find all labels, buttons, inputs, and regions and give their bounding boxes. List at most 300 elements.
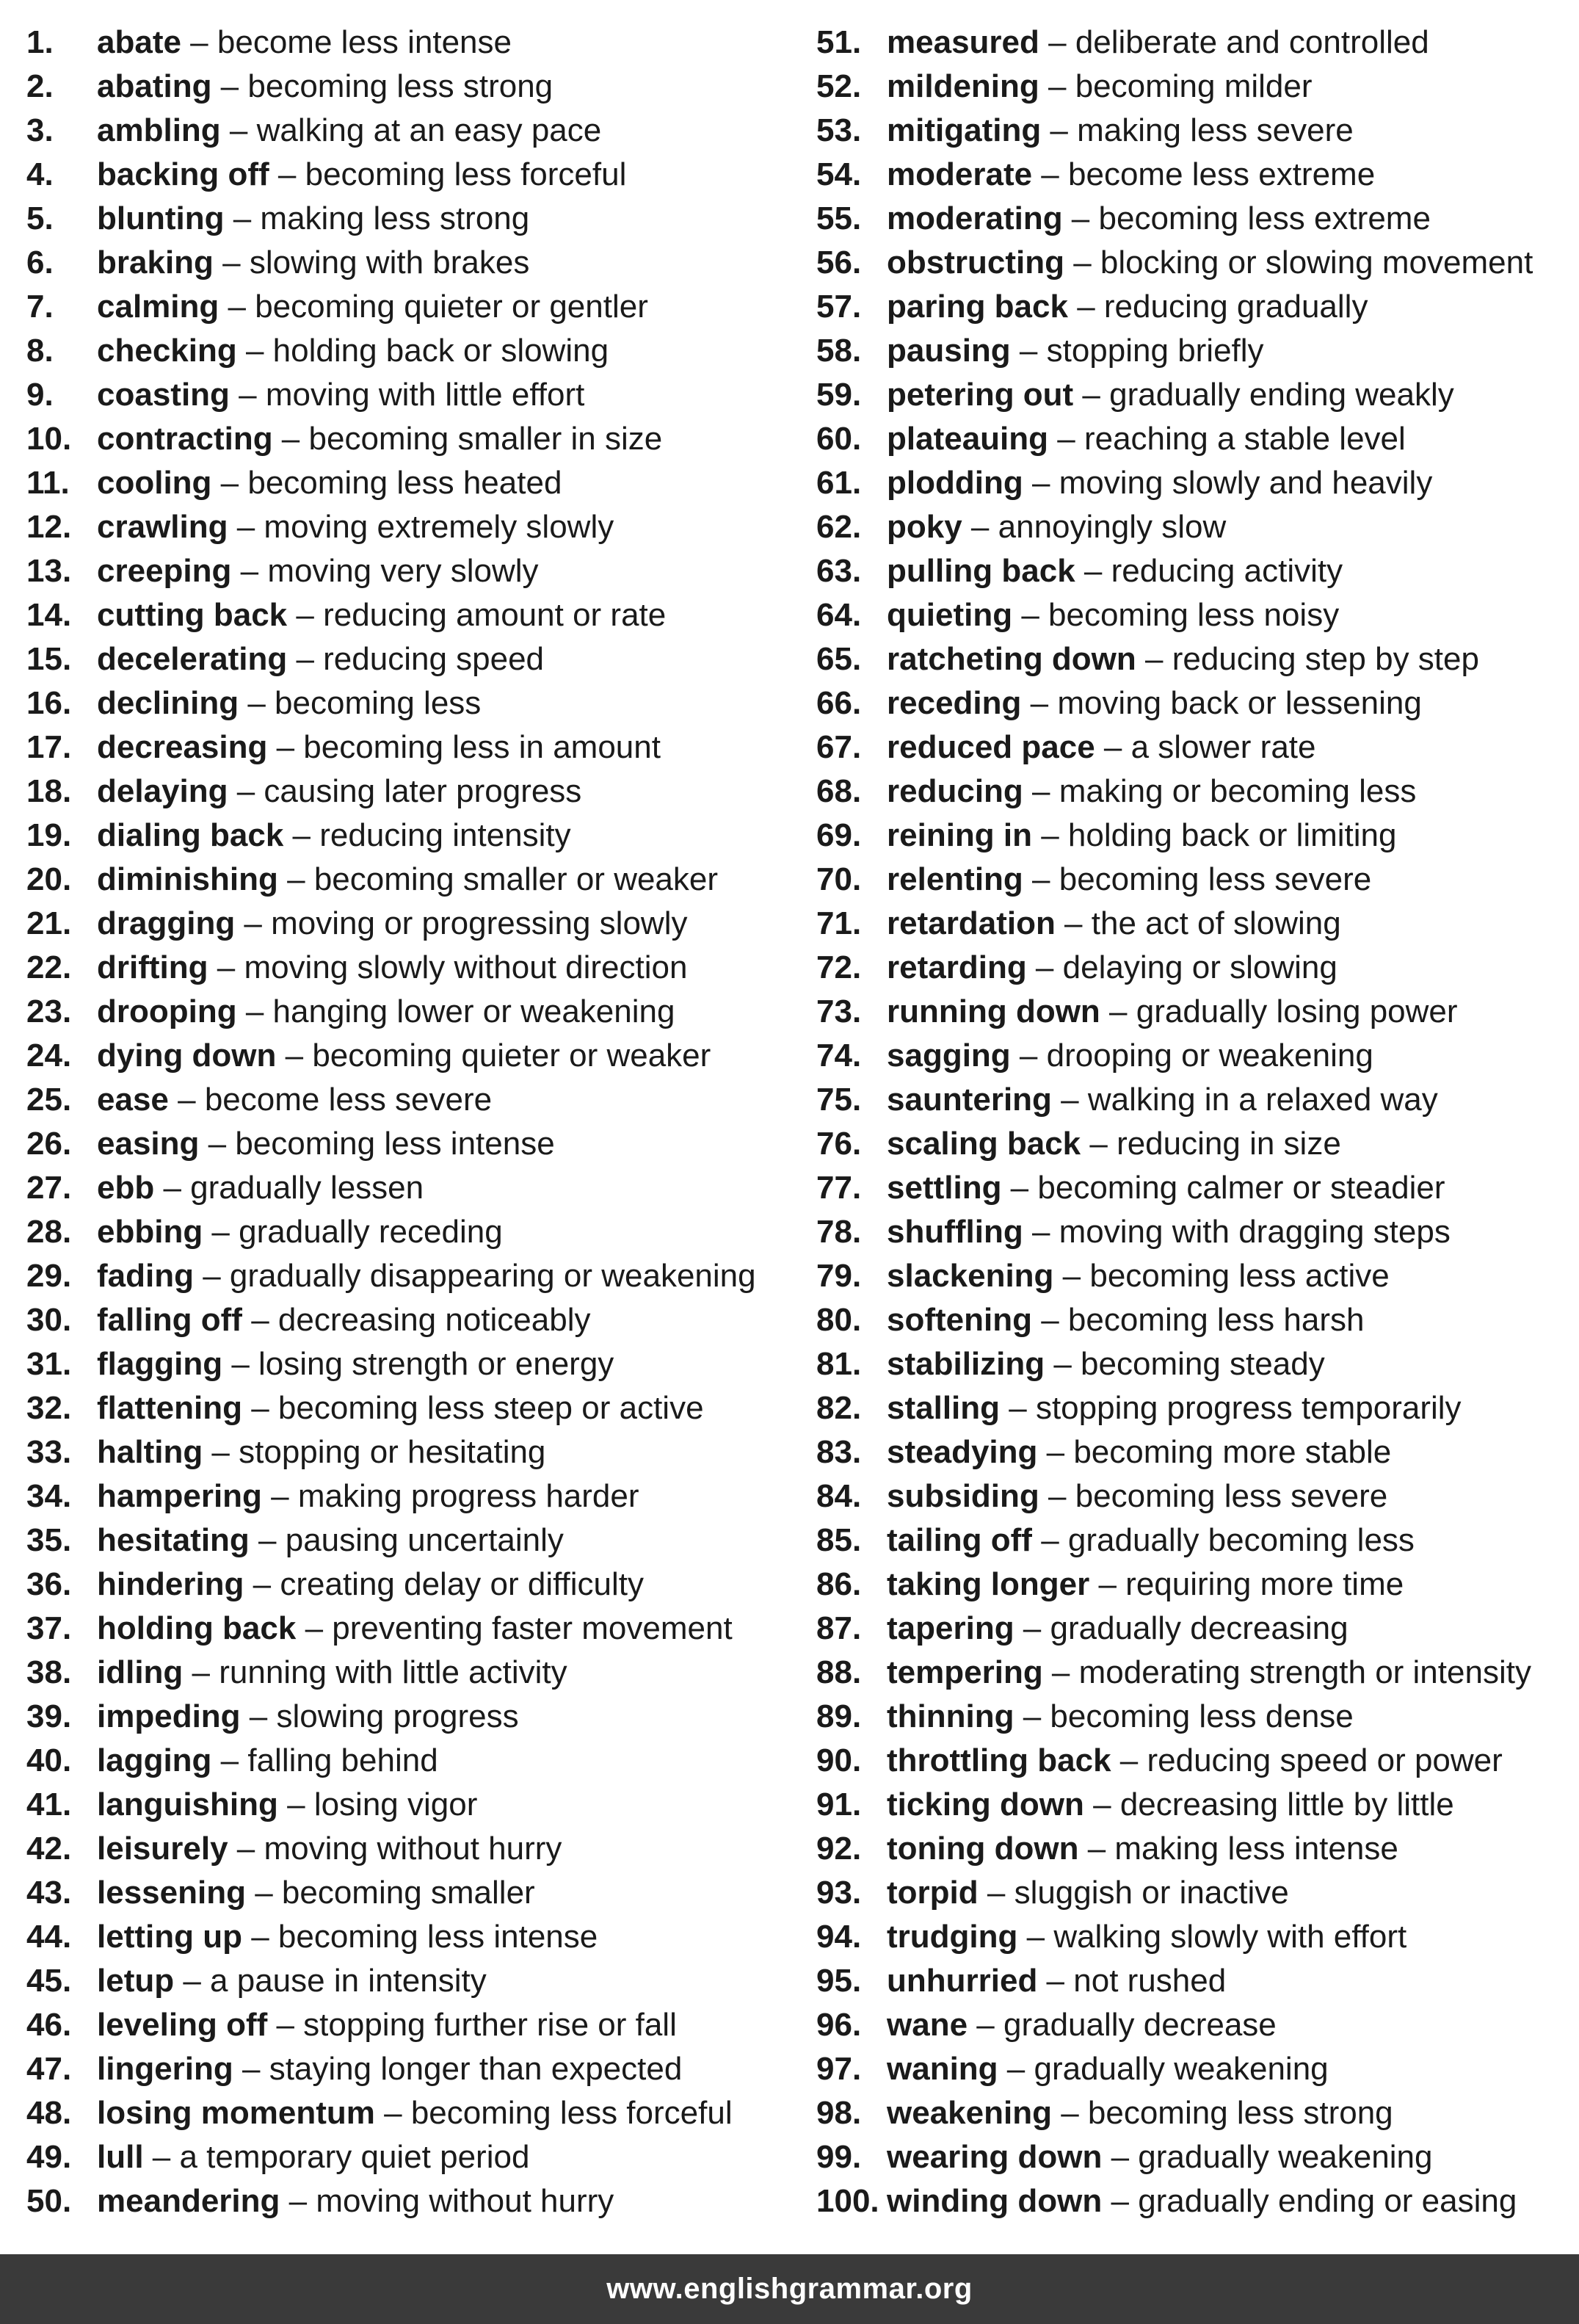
item-separator: – — [1032, 817, 1068, 853]
word-list — [0, 21, 1579, 2223]
item-text — [97, 1739, 438, 1783]
list-item — [816, 1430, 1572, 1474]
item-text — [887, 2003, 1277, 2047]
list-item — [26, 946, 790, 990]
item-word: toning down — [887, 1831, 1079, 1867]
item-number: 90. — [816, 1742, 862, 1778]
item-definition: gradually decrease — [1003, 2007, 1277, 2043]
item-number: 65. — [816, 641, 862, 677]
item-text — [887, 1342, 1325, 1386]
item-separator: – — [233, 2051, 269, 2087]
item-definition: moving or progressing slowly — [271, 905, 688, 941]
list-item — [26, 1651, 790, 1695]
item-definition: gradually receding — [239, 1214, 503, 1250]
item-text — [887, 1122, 1341, 1166]
item-separator: – — [1064, 245, 1100, 280]
item-separator: – — [1081, 1126, 1117, 1162]
item-text — [887, 109, 1354, 153]
item-separator: – — [1017, 1919, 1054, 1955]
item-definition: becoming less strong — [1087, 2095, 1393, 2131]
item-word: flattening — [97, 1390, 242, 1426]
item-separator: – — [203, 1434, 239, 1470]
item-definition: decreasing little by little — [1119, 1787, 1454, 1822]
word-list-left-column — [26, 21, 790, 2223]
list-item — [816, 2179, 1572, 2223]
item-text — [887, 946, 1337, 990]
list-item — [816, 1827, 1572, 1871]
item-word: languishing — [97, 1787, 278, 1822]
item-text — [887, 2047, 1329, 2091]
list-item — [26, 1386, 790, 1430]
item-separator: – — [1026, 949, 1063, 985]
list-item — [816, 990, 1572, 1034]
item-definition: reducing gradually — [1103, 289, 1368, 325]
item-separator: – — [1111, 1742, 1147, 1778]
item-separator: – — [1055, 905, 1092, 941]
item-number: 24. — [26, 1038, 72, 1074]
item-separator: – — [1083, 1787, 1120, 1822]
item-text — [887, 1783, 1454, 1827]
item-word: ease — [97, 1082, 169, 1118]
list-item — [26, 1254, 790, 1298]
item-separator: – — [998, 2051, 1034, 2087]
item-text — [97, 593, 666, 637]
item-number: 84. — [816, 1478, 862, 1514]
list-item — [26, 373, 790, 417]
item-number: 8. — [26, 333, 54, 369]
item-text — [97, 1122, 555, 1166]
item-word: relenting — [887, 861, 1023, 897]
list-item — [816, 1607, 1572, 1651]
item-word: reducing — [887, 773, 1023, 809]
item-text — [97, 549, 539, 593]
item-definition: stopping or hesitating — [239, 1434, 546, 1470]
item-definition: making less intense — [1114, 1831, 1398, 1867]
item-text — [97, 1783, 477, 1827]
item-number: 17. — [26, 729, 72, 765]
item-definition: creating delay or difficulty — [280, 1566, 645, 1602]
footer-bar — [0, 2254, 1579, 2324]
item-definition: gradually ending or easing — [1138, 2183, 1517, 2219]
item-number: 50. — [26, 2183, 72, 2219]
item-text — [887, 1210, 1451, 1254]
list-item — [26, 593, 790, 637]
item-number: 75. — [816, 1082, 862, 1118]
list-item — [26, 814, 790, 858]
footer-website-url: www.englishgrammar.org — [606, 2273, 973, 2305]
item-definition: becoming smaller in size — [308, 421, 663, 457]
item-word: tapering — [887, 1610, 1014, 1646]
item-number: 27. — [26, 1170, 72, 1206]
list-item — [26, 1166, 790, 1210]
item-number: 9. — [26, 377, 54, 413]
item-definition: becoming less dense — [1050, 1698, 1354, 1734]
item-word: diminishing — [97, 861, 278, 897]
item-word: falling off — [97, 1302, 242, 1338]
item-separator: – — [1136, 641, 1172, 677]
item-number: 70. — [816, 861, 862, 897]
item-word: hindering — [97, 1566, 244, 1602]
item-word: letting up — [97, 1919, 242, 1955]
list-item — [816, 593, 1572, 637]
item-number: 28. — [26, 1214, 72, 1250]
item-text — [97, 153, 626, 197]
item-word: measured — [887, 24, 1039, 60]
item-text — [887, 197, 1431, 241]
item-separator: – — [1000, 1390, 1036, 1426]
list-item — [26, 902, 790, 946]
item-word: stabilizing — [887, 1346, 1045, 1382]
item-number: 25. — [26, 1082, 72, 1118]
item-separator: – — [1031, 1302, 1068, 1338]
item-separator: – — [267, 729, 304, 765]
list-item — [26, 1563, 790, 1607]
list-item — [26, 153, 790, 197]
item-definition: becoming calmer or steadier — [1037, 1170, 1445, 1206]
item-word: reining in — [887, 817, 1032, 853]
item-separator: – — [280, 2183, 316, 2219]
item-text — [887, 329, 1264, 373]
item-number: 43. — [26, 1875, 72, 1911]
item-word: wane — [887, 2007, 968, 2043]
list-item — [26, 1915, 790, 1959]
item-word: idling — [97, 1654, 184, 1690]
item-number: 67. — [816, 729, 862, 765]
item-definition: reaching a stable level — [1083, 421, 1406, 457]
item-word: unhurried — [887, 1963, 1038, 1999]
list-item — [816, 1166, 1572, 1210]
item-number: 4. — [26, 156, 54, 192]
item-definition: a temporary quiet period — [179, 2139, 530, 2175]
item-text — [887, 505, 1226, 549]
item-definition: becoming less strong — [247, 68, 553, 104]
list-item — [816, 858, 1572, 902]
item-number: 82. — [816, 1390, 862, 1426]
item-word: lessening — [97, 1875, 246, 1911]
item-text — [97, 1474, 639, 1518]
list-item — [816, 1078, 1572, 1122]
item-word: subsiding — [887, 1478, 1039, 1514]
item-word: petering out — [887, 377, 1074, 413]
item-text — [97, 241, 529, 285]
item-text — [97, 1254, 756, 1298]
item-definition: reducing step by step — [1172, 641, 1479, 677]
item-definition: gradually weakening — [1138, 2139, 1433, 2175]
list-item — [816, 241, 1572, 285]
item-separator: – — [287, 597, 324, 633]
item-text — [887, 21, 1429, 65]
item-definition: making less strong — [260, 200, 530, 236]
list-item — [816, 2003, 1572, 2047]
list-item — [26, 505, 790, 549]
list-item — [816, 681, 1572, 725]
item-definition: stopping progress temporarily — [1035, 1390, 1462, 1426]
item-separator: – — [193, 1258, 230, 1294]
item-separator: – — [242, 1390, 278, 1426]
item-text — [97, 329, 609, 373]
item-separator: – — [154, 1170, 191, 1206]
item-definition: running with little activity — [219, 1654, 567, 1690]
item-text — [887, 1607, 1348, 1651]
item-word: crawling — [97, 509, 228, 545]
item-word: wearing down — [887, 2139, 1103, 2175]
item-separator: – — [211, 68, 248, 104]
item-word: steadying — [887, 1434, 1038, 1470]
item-number: 100. — [816, 2183, 879, 2219]
item-number: 45. — [26, 1963, 72, 1999]
item-separator: – — [1014, 1610, 1050, 1646]
item-text — [887, 637, 1479, 681]
item-separator: – — [231, 553, 268, 589]
list-item — [816, 902, 1572, 946]
item-text — [97, 725, 661, 770]
item-text — [887, 990, 1458, 1034]
list-item — [816, 1959, 1572, 2003]
list-item — [816, 814, 1572, 858]
item-separator: – — [1045, 1346, 1081, 1382]
item-word: moderate — [887, 156, 1033, 192]
list-item — [816, 2047, 1572, 2091]
item-text — [97, 373, 584, 417]
item-word: softening — [887, 1302, 1032, 1338]
item-separator: – — [1039, 68, 1075, 104]
item-number: 66. — [816, 685, 862, 721]
item-word: decelerating — [97, 641, 288, 677]
list-item — [26, 858, 790, 902]
item-word: cooling — [97, 465, 212, 501]
item-text — [887, 1915, 1406, 1959]
item-separator: – — [213, 245, 250, 280]
item-separator: – — [224, 200, 261, 236]
item-word: lull — [97, 2139, 144, 2175]
list-item — [26, 197, 790, 241]
item-text — [887, 1739, 1503, 1783]
list-item — [26, 285, 790, 329]
list-item — [26, 1959, 790, 2003]
item-word: moderating — [887, 200, 1063, 236]
item-word: calming — [97, 289, 219, 325]
list-item — [816, 285, 1572, 329]
item-separator: – — [374, 2095, 411, 2131]
item-definition: become less extreme — [1068, 156, 1376, 192]
item-number: 71. — [816, 905, 862, 941]
item-number: 34. — [26, 1478, 72, 1514]
item-separator: – — [240, 1698, 277, 1734]
item-word: contracting — [97, 421, 273, 457]
item-word: trudging — [887, 1919, 1018, 1955]
item-separator: – — [239, 685, 275, 721]
item-text — [97, 858, 718, 902]
item-definition: drooping or weakening — [1046, 1038, 1373, 1074]
list-item — [26, 329, 790, 373]
item-separator: – — [287, 641, 324, 677]
item-definition: becoming steady — [1081, 1346, 1325, 1382]
item-number: 61. — [816, 465, 862, 501]
item-number: 97. — [816, 2051, 862, 2087]
item-text — [97, 1607, 733, 1651]
list-item — [816, 1695, 1572, 1739]
list-item — [816, 197, 1572, 241]
item-text — [887, 593, 1339, 637]
item-text — [97, 770, 581, 814]
item-number: 95. — [816, 1963, 862, 1999]
item-definition: decreasing noticeably — [277, 1302, 591, 1338]
item-text — [887, 417, 1406, 461]
item-definition: losing strength or energy — [258, 1346, 614, 1382]
list-item — [816, 1122, 1572, 1166]
list-item — [26, 681, 790, 725]
item-definition: moving extremely slowly — [264, 509, 614, 545]
item-separator: – — [1073, 377, 1110, 413]
item-separator: – — [228, 1831, 264, 1867]
item-separator: – — [183, 1654, 219, 1690]
list-item — [26, 725, 790, 770]
list-item — [816, 505, 1572, 549]
list-item — [816, 1563, 1572, 1607]
item-separator: – — [219, 289, 255, 325]
item-definition: reducing amount or rate — [323, 597, 667, 633]
item-text — [97, 1430, 545, 1474]
item-word: sagging — [887, 1038, 1011, 1074]
item-separator: – — [1048, 421, 1084, 457]
item-number: 69. — [816, 817, 862, 853]
item-definition: a pause in intensity — [210, 1963, 487, 1999]
item-definition: becoming less harsh — [1067, 1302, 1365, 1338]
item-text — [887, 902, 1341, 946]
item-definition: not rushed — [1073, 1963, 1227, 1999]
item-definition: becoming more stable — [1073, 1434, 1392, 1470]
item-definition: holding back or slowing — [272, 333, 609, 369]
item-separator: – — [261, 1478, 298, 1514]
item-word: settling — [887, 1170, 1002, 1206]
item-word: tailing off — [887, 1522, 1032, 1558]
item-definition: moving without hurry — [316, 2183, 614, 2219]
item-text — [97, 1871, 535, 1915]
item-word: weakening — [887, 2095, 1052, 2131]
item-separator: – — [277, 861, 314, 897]
item-separator: – — [1023, 1214, 1059, 1250]
list-item — [26, 990, 790, 1034]
item-separator: – — [245, 1875, 282, 1911]
item-separator: – — [1031, 1522, 1068, 1558]
item-definition: moderating strength or intensity — [1078, 1654, 1531, 1690]
item-text — [97, 2047, 682, 2091]
item-word: leisurely — [97, 1831, 228, 1867]
item-number: 11. — [26, 465, 70, 501]
list-item — [816, 2135, 1572, 2179]
item-word: stalling — [887, 1390, 1001, 1426]
item-word: thinning — [887, 1698, 1014, 1734]
item-number: 51. — [816, 24, 862, 60]
list-item — [26, 2135, 790, 2179]
item-definition: walking slowly with effort — [1053, 1919, 1407, 1955]
item-separator: – — [235, 905, 272, 941]
item-text — [97, 21, 512, 65]
item-word: fading — [97, 1258, 194, 1294]
list-item — [816, 1342, 1572, 1386]
item-word: ratcheting down — [887, 641, 1136, 677]
item-text — [887, 770, 1416, 814]
item-text — [97, 902, 687, 946]
item-number: 83. — [816, 1434, 862, 1470]
item-word: braking — [97, 245, 214, 280]
item-separator: – — [276, 1038, 313, 1074]
item-word: obstructing — [887, 245, 1064, 280]
item-definition: stopping briefly — [1046, 333, 1264, 369]
item-word: drifting — [97, 949, 208, 985]
item-word: dragging — [97, 905, 236, 941]
item-number: 19. — [26, 817, 72, 853]
item-separator: – — [1051, 1082, 1088, 1118]
item-word: paring back — [887, 289, 1068, 325]
item-separator: – — [211, 465, 248, 501]
item-text — [887, 858, 1371, 902]
item-number: 39. — [26, 1698, 72, 1734]
item-word: letup — [97, 1963, 175, 1999]
item-definition: gradually ending weakly — [1109, 377, 1454, 413]
item-text — [97, 1210, 503, 1254]
item-number: 15. — [26, 641, 72, 677]
item-definition: becoming smaller or weaker — [313, 861, 719, 897]
item-number: 55. — [816, 200, 862, 236]
item-word: reduced pace — [887, 729, 1095, 765]
list-item — [816, 770, 1572, 814]
item-number: 93. — [816, 1875, 862, 1911]
item-separator: – — [283, 817, 320, 853]
item-definition: annoyingly slow — [998, 509, 1227, 545]
item-word: retardation — [887, 905, 1056, 941]
item-number: 80. — [816, 1302, 862, 1338]
list-item — [816, 153, 1572, 197]
item-number: 12. — [26, 509, 72, 545]
item-separator: – — [1010, 1038, 1047, 1074]
item-separator: – — [1102, 2183, 1139, 2219]
item-text — [887, 1695, 1354, 1739]
item-separator: – — [220, 112, 257, 148]
list-item — [816, 637, 1572, 681]
item-text — [887, 285, 1368, 329]
item-number: 37. — [26, 1610, 72, 1646]
item-definition: blocking or slowing movement — [1100, 245, 1533, 280]
item-text — [97, 1827, 562, 1871]
item-definition: reducing intensity — [319, 817, 571, 853]
item-number: 56. — [816, 245, 862, 280]
item-number: 77. — [816, 1170, 862, 1206]
item-definition: moving slowly without direction — [244, 949, 688, 985]
item-definition: staying longer than expected — [269, 2051, 683, 2087]
item-definition: become less severe — [204, 1082, 493, 1118]
item-number: 41. — [26, 1787, 72, 1822]
item-text — [97, 285, 648, 329]
item-number: 60. — [816, 421, 862, 457]
item-number: 86. — [816, 1566, 862, 1602]
item-separator: – — [962, 509, 998, 545]
item-word: waning — [887, 2051, 998, 2087]
list-item — [816, 2091, 1572, 2135]
item-text — [887, 814, 1396, 858]
item-definition: the act of slowing — [1091, 905, 1341, 941]
item-text — [97, 1651, 567, 1695]
item-definition: gradually lessen — [190, 1170, 424, 1206]
list-item — [26, 1871, 790, 1915]
item-separator: – — [211, 1742, 248, 1778]
item-number: 46. — [26, 2007, 72, 2043]
item-text — [887, 1298, 1364, 1342]
item-word: plodding — [887, 465, 1023, 501]
item-separator: – — [242, 1919, 278, 1955]
item-separator: – — [249, 1522, 286, 1558]
item-number: 73. — [816, 993, 862, 1029]
